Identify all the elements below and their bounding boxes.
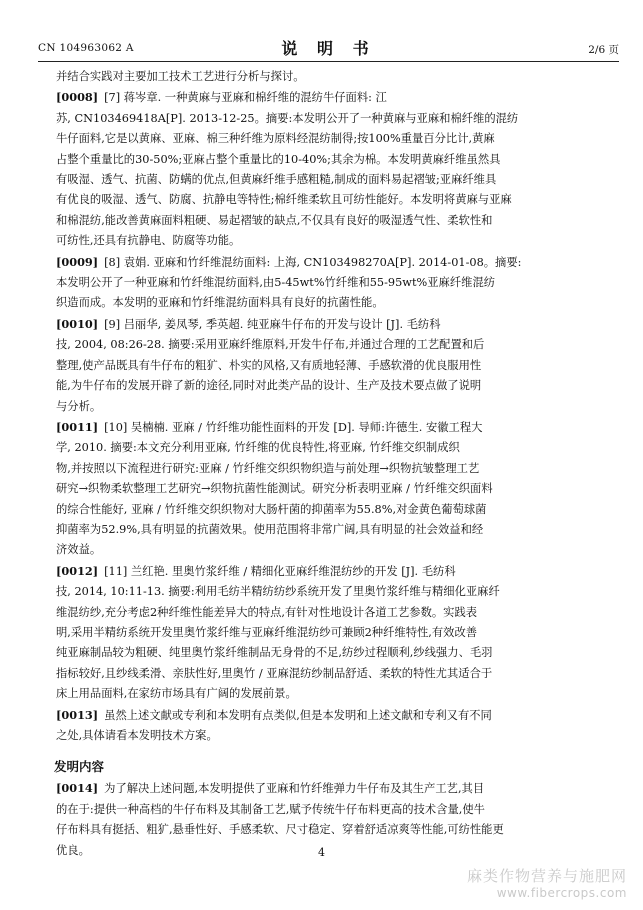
paragraph-line — [56, 417, 609, 438]
paragraph-line — [56, 67, 609, 87]
paragraph-line — [56, 705, 609, 726]
line-text: 苏, CN103469418A[P]. 2013-12-25。摘要:本发明公开了一种黄麻与亚麻和棉纤维的混纺 — [56, 111, 519, 125]
watermark-url: www.fibercrops.com — [496, 886, 627, 900]
line-text: 济效益。 — [56, 543, 102, 557]
paragraph — [56, 561, 609, 705]
paragraph-line — [56, 231, 609, 251]
paragraph-line — [56, 109, 609, 129]
paragraph-list — [56, 67, 609, 746]
paragraph-line — [56, 643, 609, 663]
paragraph-line — [56, 252, 609, 273]
paragraph-number: [0009] — [56, 254, 99, 269]
paragraph-line — [56, 335, 609, 355]
line-text: 占整个重量比的30-50%;亚麻占整个重量比的10-40%;其余为棉。本发明黄麻纤维虽然具 — [56, 152, 501, 166]
line-text: 可纺性,还具有抗静电、防腐等功能。 — [56, 234, 241, 248]
section-title: 发明内容 — [54, 759, 105, 775]
line-text: 学, 2010. 摘要:本文充分利用亚麻, 竹纤维的优良特性,将亚麻, 竹纤维交织制成织 — [56, 441, 460, 455]
paragraph-line — [56, 726, 609, 746]
paragraph-line — [56, 170, 609, 190]
line-text: 的综合性能好, 亚麻 / 竹纤维交织织物对大肠杆菌的抑菌率为55.8%,对金黄色葡萄球菌 — [56, 502, 487, 516]
paragraph-line — [56, 376, 609, 396]
paragraph-line — [56, 211, 609, 231]
paragraph-line — [56, 293, 609, 313]
line-text: 技, 2004, 08:26-28. 摘要:采用亚麻纤维原料,开发牛仔布,并通过合理的工艺配置和后 — [56, 338, 485, 352]
paragraph-number: [0011] — [56, 419, 99, 434]
paragraph-line — [56, 623, 609, 643]
paragraph-line — [56, 561, 609, 582]
paragraph-line — [56, 582, 609, 602]
patent-number: CN 104963062 A — [38, 42, 134, 54]
paragraph — [56, 705, 609, 747]
line-text: 之处,具体请看本发明技术方案。 — [56, 729, 218, 742]
document-title: 说 明 书 — [281, 39, 376, 58]
line-text: 虽然上述文献或专利和本发明有点类似,但是本发明和上述文献和专利又有不同 — [104, 708, 492, 722]
paragraph-line — [56, 150, 609, 170]
line-text: 研究→织物柔软整理工艺研究→织物抗菌性能测试。研究分析表明亚麻 / 竹纤维交织面料 — [56, 482, 493, 496]
paragraph-line — [56, 664, 609, 684]
paragraph-line — [56, 500, 609, 520]
line-text: 明,采用半精纺系统开发里奥竹浆纤维与亚麻纤维混纺纱可兼顾2种纤维特性,有效改善 — [56, 625, 478, 639]
paragraph — [56, 252, 609, 314]
line-text: 整理,使产品既具有牛仔布的粗犷、朴实的风格,又有质地轻薄、手感软滑的优良服用性 — [56, 358, 482, 372]
paragraph-line — [56, 87, 609, 108]
line-text: 床上用品面料,在家纺市场具有广阔的发展前景。 — [56, 687, 297, 701]
paragraph — [56, 67, 609, 87]
paragraph-number: [0012] — [56, 563, 99, 578]
line-text: 为了解决上述问题,本发明提供了亚麻和竹纤维弹力牛仔布及其生产工艺,其目 — [104, 782, 485, 796]
line-text: [10] 吴楠楠. 亚麻 / 竹纤维功能性面料的开发 [D]. 导师:许德生. 安徽工程大 — [104, 420, 483, 434]
line-text: [11] 兰红艳. 里奥竹浆纤维 / 精细化亚麻纤维混纺纱的开发 [J]. 毛纺科 — [104, 564, 456, 578]
paragraph — [56, 87, 609, 251]
paragraph-line — [56, 356, 609, 376]
paragraph — [56, 417, 609, 561]
paragraph-line — [56, 820, 609, 840]
line-text: 织造而成。本发明的亚麻和竹纤维混纺面料具有良好的抗菌性能。 — [56, 296, 384, 310]
line-text: 物,并按照以下流程进行研究:亚麻 / 竹纤维交织织物织造与前处理→织物抗皱整理工艺 — [56, 461, 480, 475]
line-text: 优良。 — [56, 843, 90, 857]
line-text: 指标较好,且纱线柔滑、亲肤性好,里奥竹 / 亚麻混纺纱制品舒适、柔软的特性尤其适合于 — [56, 666, 493, 680]
document-body — [56, 67, 609, 861]
line-text: 技, 2014, 10:11-13. 摘要:利用毛纺半精纺纺纱系统开发了里奥竹浆纤维与精细化亚麻纤 — [56, 585, 500, 599]
page-indicator: 2/6 页 — [588, 44, 619, 56]
line-text: [9] 吕丽华, 姜凤琴, 季英超. 纯亚麻牛仔布的开发与设计 [J]. 毛纺科 — [104, 317, 441, 331]
watermark — [467, 865, 627, 900]
paragraph-line — [56, 778, 609, 799]
header-divider — [38, 61, 619, 62]
paragraph-number: [0014] — [56, 781, 99, 796]
line-text: 仔布料具有挺括、粗犷,悬垂性好、手感柔软、尺寸稳定、穿着舒适凉爽等性能,可纺性能更 — [56, 823, 504, 837]
paragraph-line — [56, 479, 609, 499]
line-text: 和棉混纺,能改善黄麻面料粗硬、易起褶皱的缺点,不仅具有良好的吸湿透气性、柔软性和 — [56, 213, 493, 227]
paragraph-line — [56, 540, 609, 560]
paragraph-line — [56, 520, 609, 540]
paragraph-line — [56, 273, 609, 293]
paragraph-line — [56, 129, 609, 149]
line-text: [7] 蒋岑章. 一种黄麻与亚麻和棉纤维的混纺牛仔面料: 江 — [104, 91, 387, 105]
line-text: 抑菌率为52.9%,具有明显的抗菌效果。使用范围将非常广阔,具有明显的社会效益和经 — [56, 522, 484, 536]
paragraph-line — [56, 397, 609, 417]
page-number: 4 — [318, 846, 325, 859]
paragraph-number: [0010] — [56, 316, 99, 331]
paragraph-line — [56, 459, 609, 479]
line-text: 牛仔面料,它是以黄麻、亚麻、棉三种纤维为原料经混纺制得;按100%重量百分比计,黄麻 — [56, 132, 495, 146]
line-text: 维混纺纱,充分考虑2种纤维性能差异大的特点,有针对性地设计各道工艺参数。实践表 — [56, 605, 478, 619]
paragraph-line — [56, 684, 609, 704]
paragraph-number: [0013] — [56, 707, 99, 722]
line-text: 与分析。 — [56, 399, 102, 413]
paragraph-line — [56, 800, 609, 820]
paragraph-line — [56, 603, 609, 623]
line-text: 有优良的吸湿、透气、防腐、抗静电等特性;棉纤维柔软且可纺性能好。本发明将黄麻与亚麻 — [56, 193, 512, 207]
line-text: 的在于:提供一种高档的牛仔布料及其制备工艺,赋予传统牛仔布料更高的技术含量,使牛 — [56, 802, 485, 816]
line-text: 能,为牛仔布的发展开辟了新的途径,同时对此类产品的设计、生产及技术要点做了说明 — [56, 379, 482, 393]
paragraph-line — [56, 314, 609, 335]
watermark-text: 麻类作物营养与施肥网 — [466, 867, 627, 885]
line-text: [8] 袁娟. 亚麻和竹纤维混纺面料: 上海, CN103498270A[P]. 2014-01-08。摘要: — [104, 255, 522, 269]
paragraph — [56, 314, 609, 417]
page-header — [38, 36, 619, 60]
paragraph-line — [56, 438, 609, 458]
line-text: 纯亚麻制品较为粗硬、纯里奥竹浆纤维制品无身骨的不足,纺纱过程顺利,纱线强力、毛羽 — [56, 646, 493, 660]
line-text: 有吸湿、透气、抗菌、防螨的优点,但黄麻纤维手感粗糙,制成的面料易起褶皱;亚麻纤维具 — [56, 173, 497, 187]
paragraph-number: [0008] — [56, 90, 99, 105]
line-text: 并结合实践对主要加工技术工艺进行分析与探讨。 — [56, 70, 305, 83]
paragraph-line — [56, 190, 609, 210]
line-text: 本发明公开了一种亚麻和竹纤维混纺面料,由5-45wt%竹纤维和55-95wt%亚麻纤维混纺 — [56, 276, 496, 290]
